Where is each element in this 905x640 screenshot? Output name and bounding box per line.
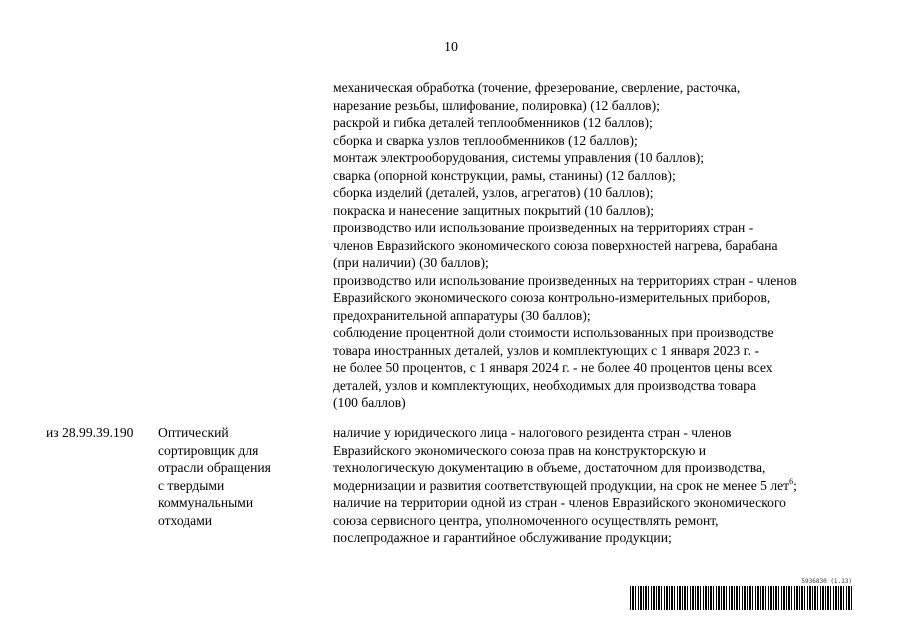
condition-line: наличие у юридического лица - налогового резидента стран - членов — [333, 425, 732, 440]
product-name — [158, 424, 308, 529]
barcode-icon — [630, 586, 852, 610]
criteria-line: членов Евразийского экономического союза поверхностей нагрева, барабана — [333, 237, 778, 253]
criteria-continuation — [333, 79, 853, 412]
condition-line: союза сервисного центра, уполномоченного осуществлять ремонт, — [333, 512, 719, 528]
criteria-line: товара иностранных деталей, узлов и комплектующих с 1 января 2023 г. - — [333, 342, 759, 358]
condition-line: Евразийского экономического союза прав на конструкторскую и — [333, 442, 707, 458]
product-name-line: отрасли обращения — [158, 460, 271, 475]
product-code: из 28.99.39.190 — [46, 425, 134, 440]
criteria-line: нарезание резьбы, шлифование, полировка) (12 баллов); — [333, 97, 660, 113]
page-number: 10 — [444, 40, 458, 55]
document-barcode — [630, 578, 852, 612]
product-name-line: с твердыми — [158, 477, 225, 493]
criteria-line: (при наличии) (30 баллов); — [333, 255, 489, 270]
criteria-line: покраска и нанесение защитных покрытий (10 баллов); — [333, 202, 655, 218]
criteria-line: (100 баллов) — [333, 395, 406, 410]
barcode-number: 5936830 (1.13) — [801, 578, 852, 585]
criteria-line: не более 50 процентов, с 1 января 2024 г. - не более 40 процентов цены всех — [333, 360, 773, 375]
condition-line: модернизации и развития соответствующей продукции, на срок не менее 5 лет — [333, 477, 790, 493]
criteria-line: монтаж электрооборудования, системы управления (10 баллов); — [333, 150, 705, 165]
condition-line-end: ; — [793, 477, 797, 493]
footnote-marker: 6 — [789, 476, 794, 486]
criteria-line: сварка (опорной конструкции, рамы, станины) (12 баллов); — [333, 167, 676, 183]
product-name-line: отходами — [158, 512, 213, 528]
criteria-line: деталей, узлов и комплектующих, необходимых для производства товара — [333, 377, 757, 393]
product-name-line: Оптический — [158, 425, 229, 440]
condition-line-with-footnote — [333, 477, 863, 495]
product-name-line: коммунальными — [158, 495, 254, 510]
criteria-line: раскрой и гибка деталей теплообменников (12 баллов); — [333, 115, 653, 130]
condition-line: послепродажное и гарантийное обслуживание продукции; — [333, 530, 672, 545]
criteria-line: механическая обработка (точение, фрезерование, сверление, расточка, — [333, 80, 741, 95]
criteria-line: сборка и сварка узлов теплообменников (12 баллов); — [333, 132, 638, 148]
product-name-line: сортировщик для — [158, 442, 259, 458]
condition-line: технологическую документацию в объеме, достаточном для производства, — [333, 460, 766, 475]
criteria-line: производство или использование произведенных на территориях стран - членов — [333, 272, 797, 288]
criteria-line: сборка изделий (деталей, узлов, агрегатов) (10 баллов); — [333, 185, 654, 200]
criteria-line: предохранительной аппаратуры (30 баллов); — [333, 307, 591, 323]
product-conditions — [333, 424, 863, 547]
criteria-line: производство или использование произведенных на территориях стран - — [333, 220, 754, 235]
criteria-line: Евразийского экономического союза контрольно-измерительных приборов, — [333, 290, 771, 305]
criteria-line: соблюдение процентной доли стоимости использованных при производстве — [333, 325, 774, 340]
condition-line: наличие на территории одной из стран - членов Евразийского экономического — [333, 495, 786, 510]
